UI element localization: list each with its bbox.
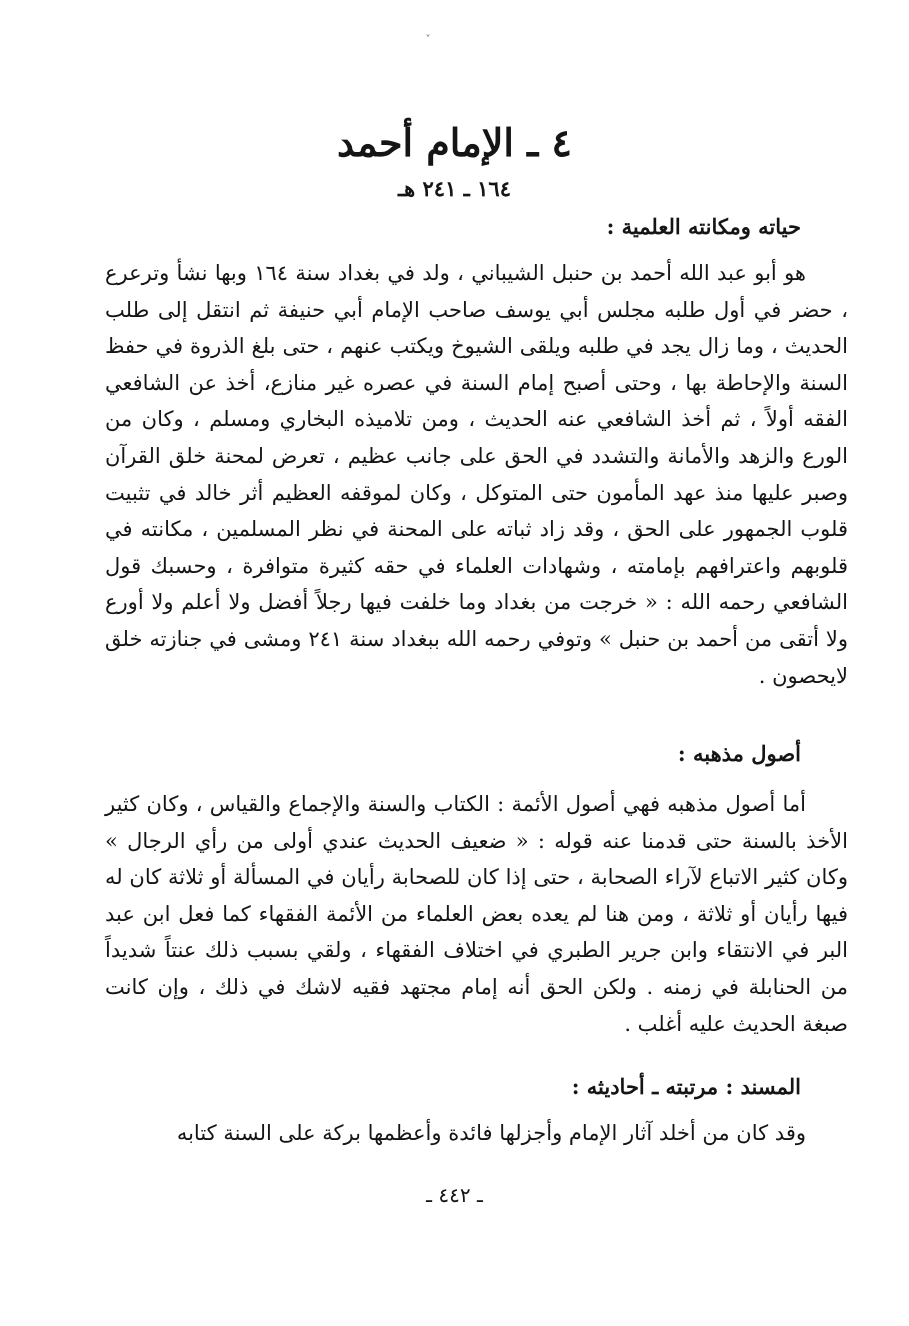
paragraph-text: وقد كان من أخلد آثار الإمام وأجزلها فائدة وأعظمها بركة على السنة كتابه	[176, 1121, 806, 1145]
section-paragraph-musnad	[105, 1115, 848, 1152]
paragraph-text: هو أبو عبد الله أحمد بن حنبل الشيباني ، ولد في بغداد سنة ١٦٤ وبها نشأ وترعرع ، حضر في أول طلبه مجلس أبي يوسف صاحب الإمام أبي حنيفة ثم انتقل إلى طلب الحديث ، وما زال يجد في طلبه ويلقى الشيوخ ويكتب عنهم ، حتى بلغ الذروة في حفظ السنة والإحاطة بها ، وحتى أصبح إمام السنة في عصره غير منازع، أخذ عن الشافعي الفقه أولاً ، ثم أخذ الشافعي عنه الحديث ، ومن تلاميذه البخاري ومسلم ، وكان من الورع والزهد والأمانة والتشدد في الحق على جانب عظيم ، تعرض لمحنة خلق القرآن وصبر عليها منذ عهد المأمون حتى المتوكل ، وكان لموقفه العظيم أثر خالد في تثبيت قلوب الجمهور على الحق ، وقد زاد ثباته على المحنة في نظر المسلمين ، مكانته في قلوبهم واعترافهم بإمامته ، وشهادات العلماء في حقه كثيرة متوافرة ، وحسبك قول الشافعي رحمه الله : « خرجت من بغداد وما خلفت فيها رجلاً أفضل ولا أعلم ولا أورع ولا أتقى من أحمد بن حنبل » وتوفي رحمه الله ببغداد سنة ٢٤١ ومشى في جنازته خلق لايحصون .	[105, 261, 848, 688]
chapter-dates: ١٦٤ ـ ٢٤١ هـ	[397, 176, 511, 201]
section-heading-life: حياته ومكانته العلمية :	[606, 214, 801, 239]
print-mark: ˇ	[425, 35, 431, 46]
section-heading-musnad: المسند : مرتبته ـ أحاديثه :	[571, 1074, 801, 1099]
section-heading-madhhab: أصول مذهبه :	[677, 741, 801, 766]
section-paragraph-madhhab	[105, 786, 848, 1042]
chapter-title: ٤ ـ الإمام أحمد	[337, 120, 572, 165]
section-paragraph-life	[105, 255, 848, 694]
page-number: ـ ٤٤٢ ـ	[426, 1183, 483, 1207]
paragraph-text: أما أصول مذهبه فهي أصول الأئمة : الكتاب والسنة والإجماع والقياس ، وكان كثير الأخذ بالسنة حتى قدمنا عنه قوله : « ضعيف الحديث عندي أولى من رأي الرجال » وكان كثير الاتباع لآراء الصحابة ، حتى إذا كان للصحابة رأيان في المسألة أو ثلاثة كان له فيها رأيان أو ثلاثة ، ومن هنا لم يعده بعض العلماء من الأئمة الفقهاء كما فعل ابن عبد البر في الانتقاء وابن جرير الطبري في اختلاف الفقهاء ، ولقي بسبب ذلك عنتاً شديداً من الحنابلة في زمنه . ولكن الحق أنه إمام مجتهد فقيه لاشك في ذلك ، وإن كانت صبغة الحديث عليه أغلب .	[105, 792, 848, 1036]
